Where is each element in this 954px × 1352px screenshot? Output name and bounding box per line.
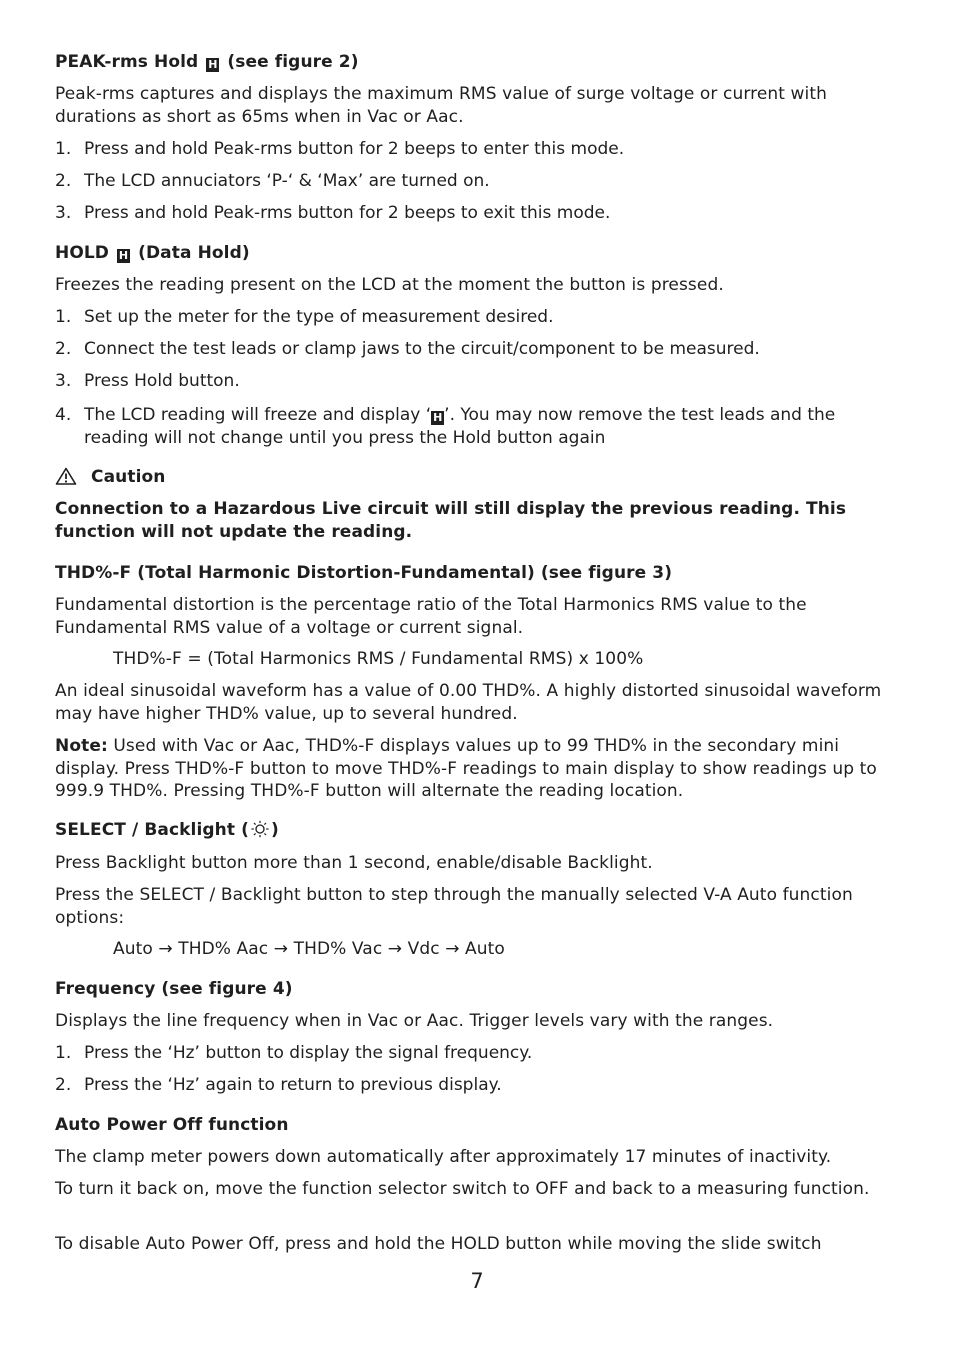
apo-paragraph: The clamp meter powers down automatically after approximately 17 minutes of inactivity. <box>55 1147 832 1167</box>
select-sequence: Auto → THD% Aac → THD% Vac → Vdc → Auto <box>113 939 505 959</box>
list-item: 1. Press the ‘Hz’ button to display the signal frequency. <box>55 1043 533 1063</box>
freq-heading: Frequency (see figure 4) <box>55 979 293 999</box>
backlight-sun-icon <box>249 820 271 845</box>
hold-intro: Freezes the reading present on the LCD at the moment the button is pressed. <box>55 275 724 295</box>
list-item: 3. Press and hold Peak-rms button for 2 beeps to exit this mode. <box>55 203 611 223</box>
peak-intro: Peak-rms captures and displays the maximum RMS value of surge voltage or current with durations as short as 65ms when in Vac or Aac. <box>55 84 828 127</box>
page-number: 7 <box>470 1269 484 1293</box>
apo-heading: Auto Power Off function <box>55 1115 289 1135</box>
caution-label: Caution <box>91 467 166 487</box>
hold-heading-label: HOLD <box>55 243 110 263</box>
thd-paragraph: An ideal sinusoidal waveform has a value of 0.00 THD%. A highly distorted sinusoidal waveform may have higher THD% value, up to several hundred. <box>55 681 882 724</box>
list-item: 4. The LCD reading will freeze and display ‘ H ’. You may now remove the test leads and the reading will not change until you press the Hold button again <box>55 405 836 448</box>
caution-text: Connection to a Hazardous Live circuit will still display the previous reading. This function will not update the reading. <box>55 499 847 542</box>
select-heading: SELECT / Backlight ( ) <box>55 819 905 845</box>
note-label: Note: <box>55 736 108 756</box>
peak-heading <box>55 51 905 74</box>
hold-icon: H <box>433 411 443 424</box>
caution-heading <box>55 466 905 492</box>
list-item: 1. Press and hold Peak-rms button for 2 beeps to enter this mode. <box>55 139 625 159</box>
hold-heading-sub: (Data Hold) <box>138 243 250 263</box>
thd-heading: THD%-F (Total Harmonic Distortion-Fundamental) (see figure 3) <box>55 563 673 583</box>
select-paragraph: Press the SELECT / Backlight button to step through the manually selected V-A Auto function options: <box>55 885 853 928</box>
freq-intro: Displays the line frequency when in Vac or Aac. Trigger levels vary with the ranges. <box>55 1011 774 1031</box>
apo-paragraph: To turn it back on, move the function selector switch to OFF and back to a measuring function. <box>55 1179 870 1199</box>
list-item: 1. Set up the meter for the type of measurement desired. <box>55 307 554 327</box>
hold-icon: H <box>118 249 129 262</box>
thd-paragraph: Fundamental distortion is the percentage ratio of the Total Harmonics RMS value to the Fundamental RMS value of a voltage or current signal. <box>55 595 807 638</box>
list-item: 2. Press the ‘Hz’ again to return to previous display. <box>55 1075 502 1095</box>
list-item: 2. Connect the test leads or clamp jaws to the circuit/component to be measured. <box>55 339 760 359</box>
list-item: 2. The LCD annuciators ‘P-‘ & ‘Max’ are turned on. <box>55 171 490 191</box>
select-paragraph: Press Backlight button more than 1 second, enable/disable Backlight. <box>55 853 653 873</box>
thd-formula: THD%-F = (Total Harmonics RMS / Fundamental RMS) x 100% <box>113 649 644 669</box>
peak-heading-label: PEAK-rms Hold <box>55 52 199 72</box>
warning-triangle-icon <box>55 467 77 492</box>
hold-icon: H <box>208 58 218 71</box>
thd-note: Note: Used with Vac or Aac, THD%-F displays values up to 99 THD% in the secondary mini display. Press THD%-F button to move THD%-F readings to main display to show readings up to 999.9 THD%. Pressing THD%-F button will alternate the reading location. <box>55 736 877 801</box>
apo-paragraph: To disable Auto Power Off, press and hold the HOLD button while moving the slide switch <box>55 1234 822 1254</box>
hold-heading <box>55 242 905 265</box>
peak-heading-ref: (see figure 2) <box>227 52 359 72</box>
list-item: 3. Press Hold button. <box>55 371 240 391</box>
